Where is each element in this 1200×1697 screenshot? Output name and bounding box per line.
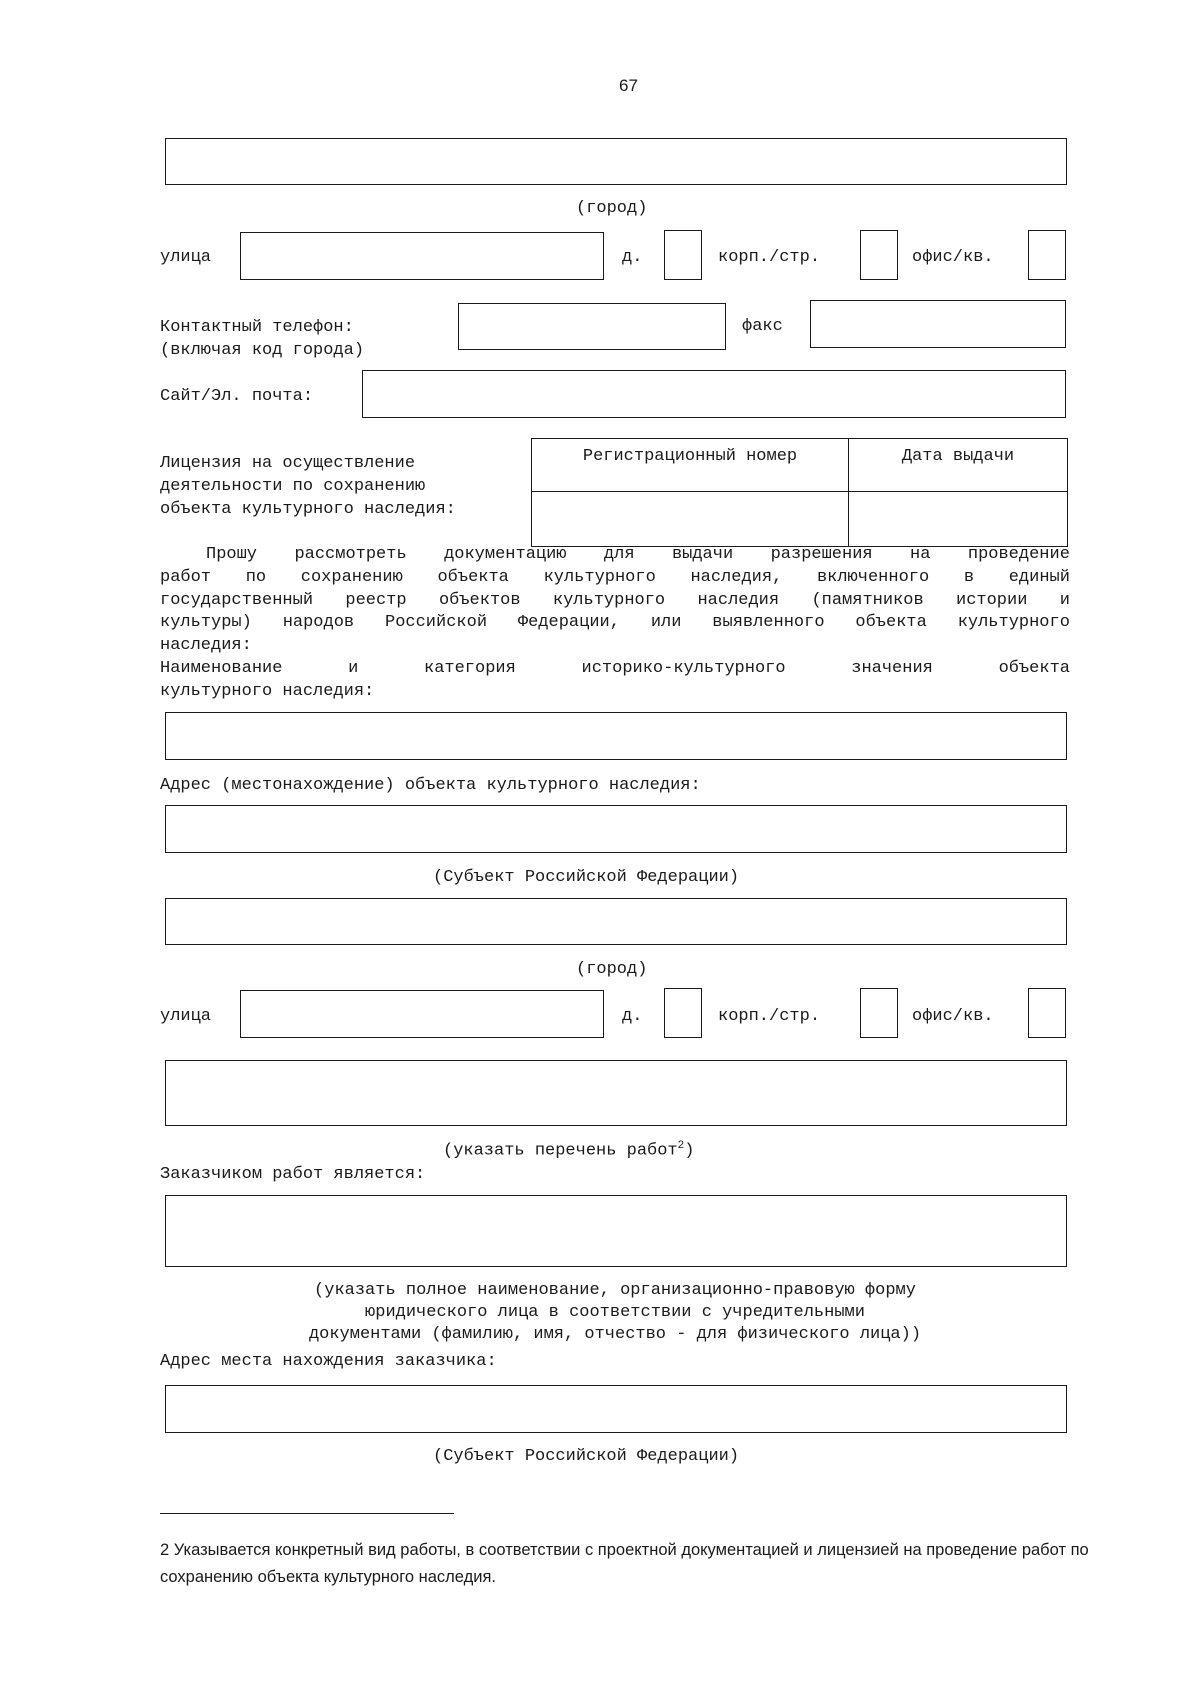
object-house-label: д. <box>622 1007 643 1026</box>
building-input[interactable] <box>860 230 898 280</box>
license-label-line-1: Лицензия на осуществление <box>160 454 416 473</box>
license-table <box>531 438 1068 547</box>
paragraph-line: государственный реестр объектов культурного наследия (памятников истории и <box>160 590 1070 610</box>
object-city-input[interactable] <box>165 898 1067 945</box>
object-building-input[interactable] <box>860 988 898 1038</box>
object-name-input[interactable] <box>165 712 1067 760</box>
object-house-input[interactable] <box>664 988 702 1038</box>
customer-subject-caption: (Субъект Российской Федерации) <box>433 1447 740 1466</box>
object-subject-caption: (Субъект Российской Федерации) <box>433 868 740 887</box>
object-street-label: улица <box>160 1007 212 1026</box>
customer-address-label: Адрес места нахождения заказчика: <box>160 1352 497 1371</box>
page-number: 67 <box>619 76 638 95</box>
phone-sublabel: (включая код города) <box>160 341 365 360</box>
paragraph-line: Прошу рассмотреть документацию для выдачи разрешения на проведение <box>206 545 1070 564</box>
footnote: 2 Указывается конкретный вид работы, в соответствии с проектной документацией и лицензией на проведение работ по сохранению объекта культурного наследия. <box>160 1541 1089 1586</box>
object-street-input[interactable] <box>240 990 604 1038</box>
license-header-reg-number: Регистрационный номер <box>532 439 849 492</box>
license-reg-number-input[interactable] <box>532 492 849 547</box>
license-label-line-3: объекта культурного наследия: <box>160 500 456 519</box>
paragraph-line: наследия: <box>160 636 252 656</box>
object-office-label: офис/кв. <box>912 1007 994 1026</box>
building-label: корп./стр. <box>718 248 821 267</box>
license-label-line-2: деятельности по сохранению <box>160 477 426 496</box>
phone-label: Контактный телефон: <box>160 318 354 337</box>
street-label: улица <box>160 248 212 267</box>
customer-subject-input[interactable] <box>165 1385 1067 1433</box>
object-office-input[interactable] <box>1028 988 1066 1038</box>
license-header-issue-date: Дата выдачи <box>849 439 1068 492</box>
fax-label: факс <box>742 317 783 336</box>
site-input[interactable] <box>362 370 1066 418</box>
office-input[interactable] <box>1028 230 1066 280</box>
request-paragraph <box>160 544 1070 704</box>
fax-input[interactable] <box>810 300 1066 348</box>
paragraph-line: культурного наследия: <box>160 681 375 701</box>
customer-caption-line-1: (указать полное наименование, организационно-правовую форму <box>314 1281 916 1300</box>
object-address-label: Адрес (местонахождение) объекта культурного наследия: <box>160 776 701 795</box>
footnote-divider <box>160 1513 454 1514</box>
paragraph-line: Наименование и категория историко-культурного значения объекта <box>160 658 1070 678</box>
street-input[interactable] <box>240 232 604 280</box>
works-caption: (указать перечень работ$^2$) <box>443 1140 695 1161</box>
site-label: Сайт/Эл. почта: <box>160 387 314 406</box>
customer-name-input[interactable] <box>165 1195 1067 1267</box>
customer-label: Заказчиком работ является: <box>160 1165 426 1184</box>
customer-caption-line-2: юридического лица в соответствии с учредительными <box>365 1303 865 1322</box>
license-issue-date-input[interactable] <box>849 492 1068 547</box>
house-input[interactable] <box>664 230 702 280</box>
object-building-label: корп./стр. <box>718 1007 821 1026</box>
customer-caption-line-3: документами (фамилию, имя, отчество - для физического лица)) <box>308 1325 922 1344</box>
city-input[interactable] <box>165 138 1067 185</box>
object-city-caption: (город) <box>576 960 648 979</box>
paragraph-line: культуры) народов Российской Федерации, или выявленного объекта культурного <box>160 613 1070 633</box>
object-subject-input[interactable] <box>165 805 1067 853</box>
phone-input[interactable] <box>458 303 726 350</box>
house-label: д. <box>622 248 643 267</box>
works-list-input[interactable] <box>165 1060 1067 1126</box>
paragraph-line: работ по сохранению объекта культурного наследия, включенного в единый <box>160 567 1070 587</box>
office-label: офис/кв. <box>912 248 994 267</box>
city-caption: (город) <box>576 199 648 218</box>
